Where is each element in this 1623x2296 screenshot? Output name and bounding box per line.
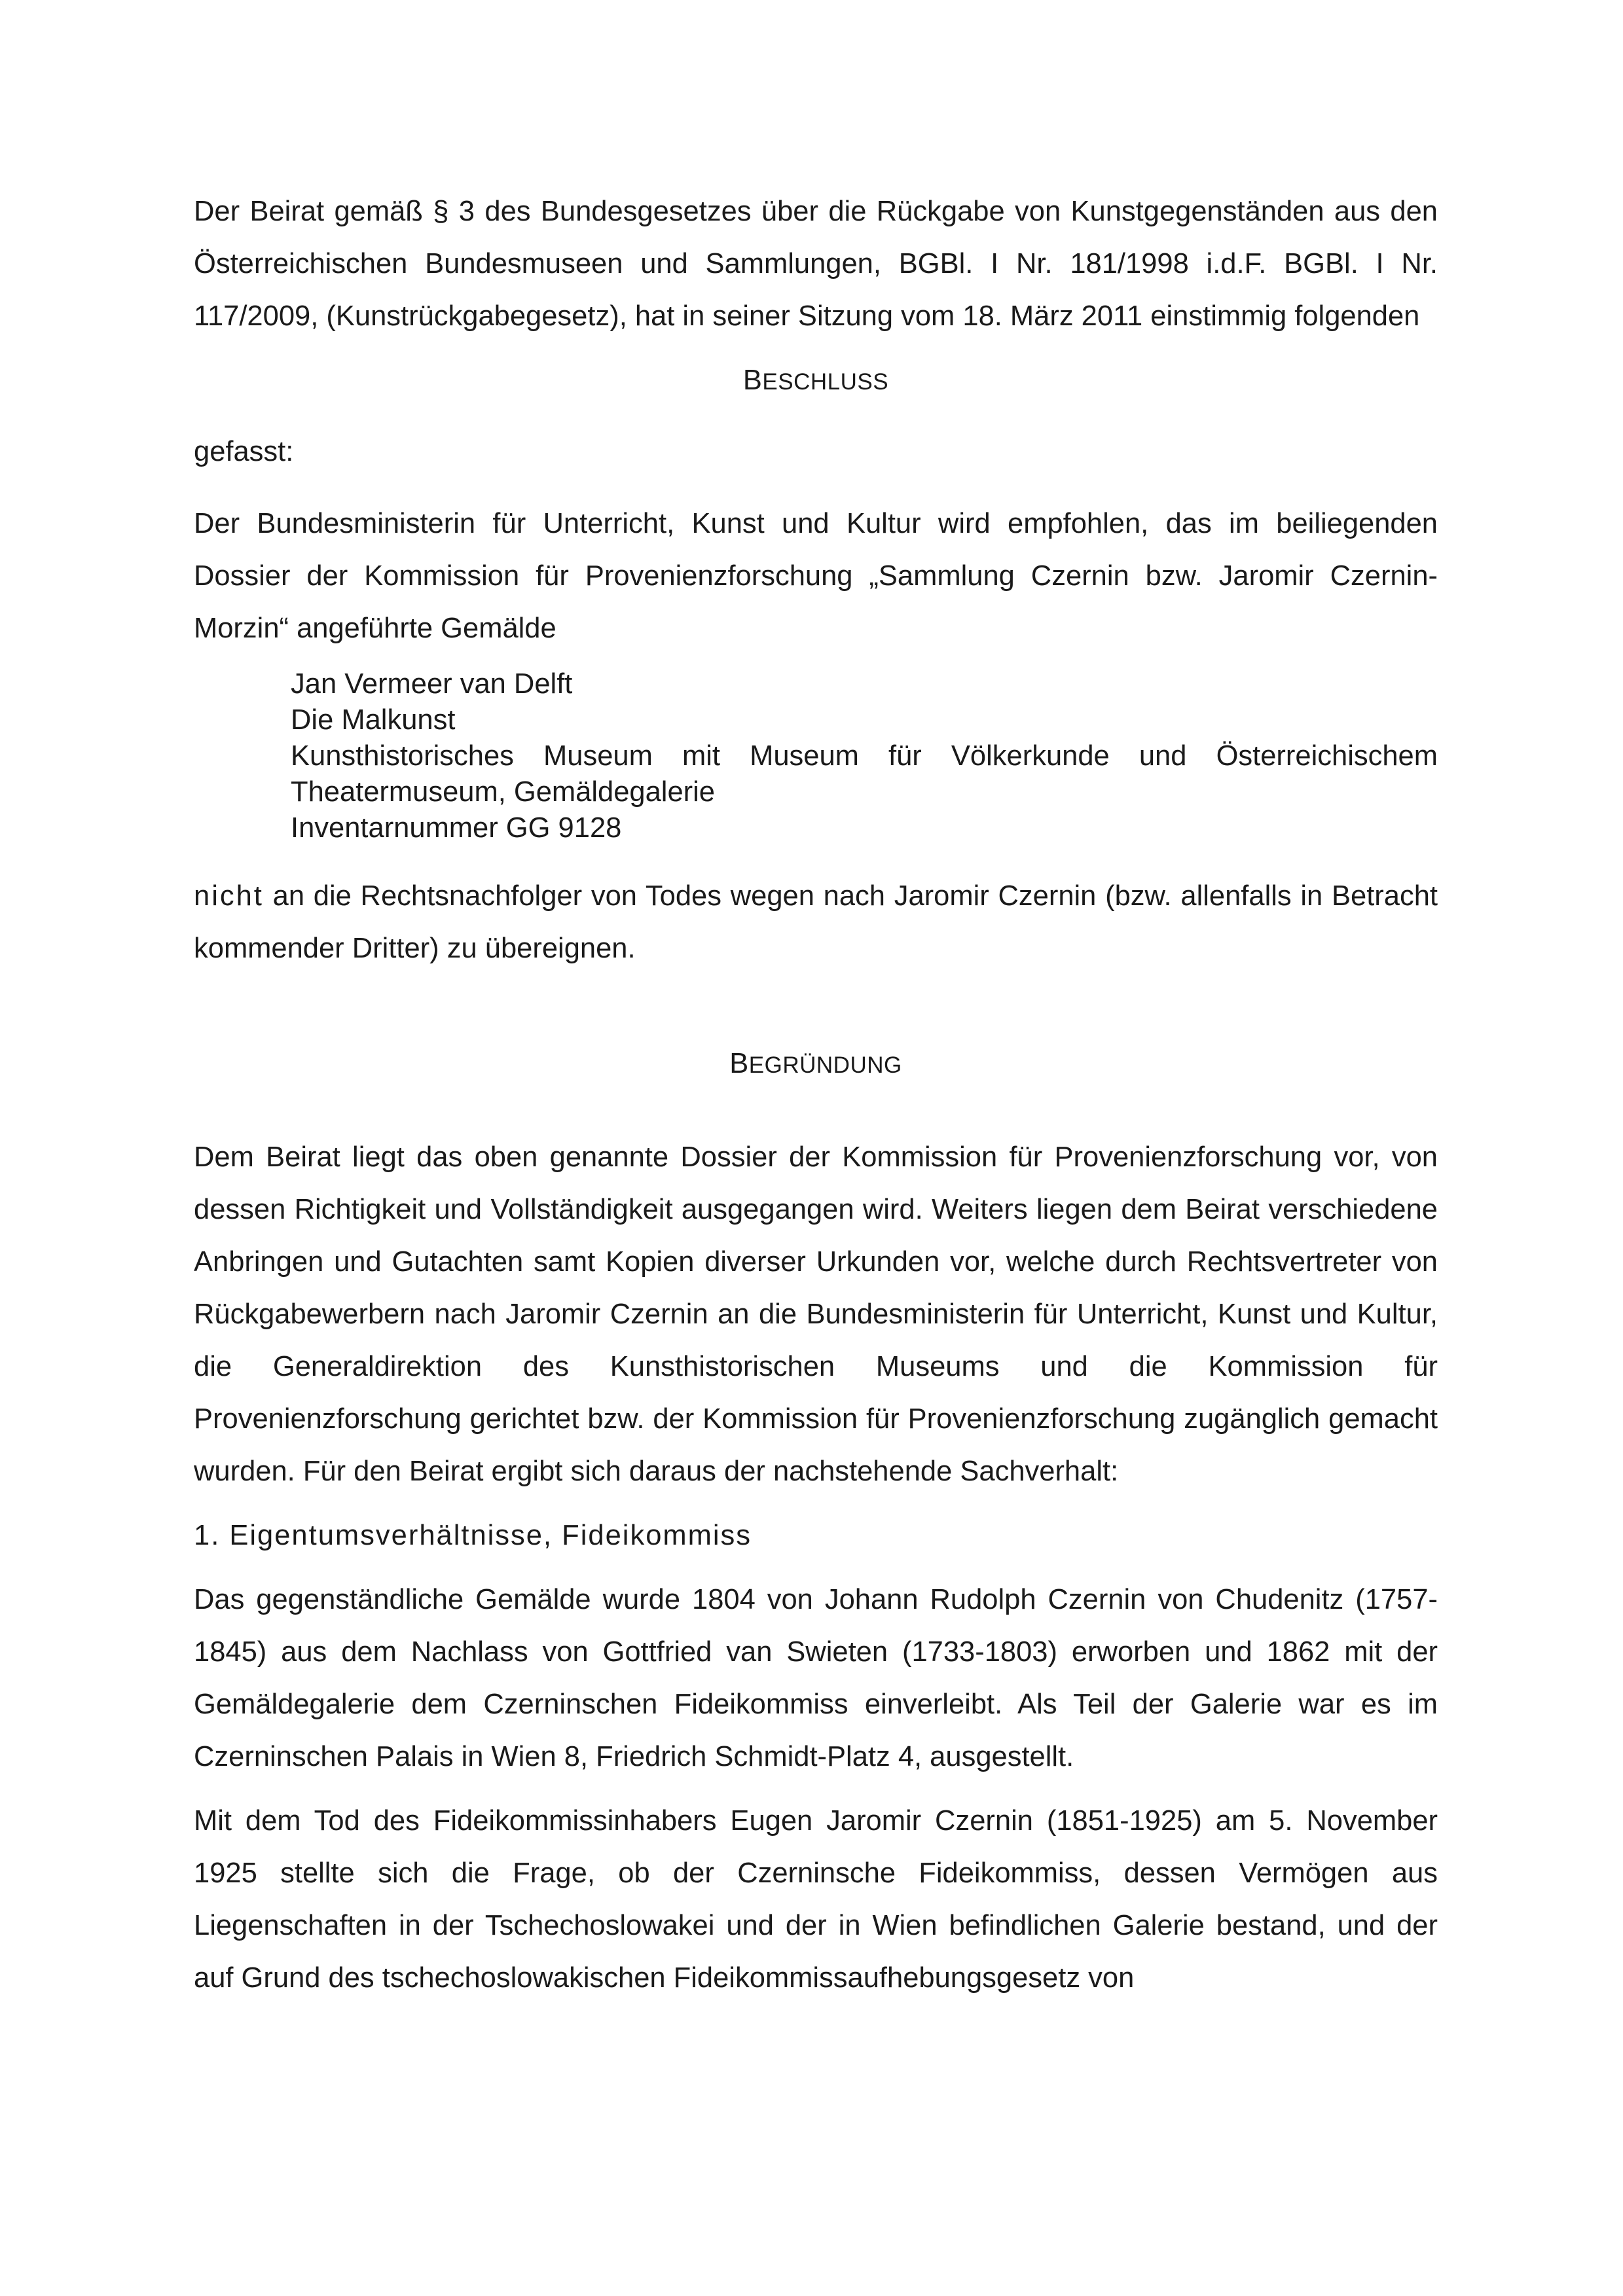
heading-begruendung-rest: EGRÜNDUNG — [748, 1052, 902, 1078]
gefasst-text: gefasst: — [194, 436, 294, 467]
nicht-emphasis: nicht — [194, 880, 264, 912]
painting-artist: Jan Vermeer van Delft — [291, 668, 573, 700]
heading-begruendung-initial: B — [729, 1048, 749, 1079]
decision-paragraph — [194, 870, 1438, 975]
painting-inventory: Inventarnummer GG 9128 — [291, 812, 622, 844]
heading-beschluss-initial: B — [742, 365, 763, 396]
heading-beschluss — [194, 354, 1438, 408]
heading-beschluss-rest: ESCHLUSS — [762, 369, 889, 395]
painting-details — [291, 666, 1438, 846]
heading-begruendung — [194, 1037, 1438, 1092]
intro-paragraph: Der Beirat gemäß § 3 des Bundesgesetzes über die Rückgabe von Kunstgegenständen aus den Österreichischen Bundesmuseen und Sammlungen, BGBl. I Nr. 181/1998 i.d.F. BGBl. I Nr. 117/2009, (Kunstrückgabegesetz), hat in seiner Sitzung vom 18. März 2011 einstimmig folgenden — [194, 196, 1438, 332]
beirat-paragraph: Dem Beirat liegt das oben genannte Dossier der Kommission für Provenienzforschung vor, von dessen Richtigkeit und Vollständigkeit ausgegangen wird. Weiters liegen dem Beirat verschiedene Anbringen und Gutachten samt Kopien diverser Urkunden vor, welche durch Rechtsvertreter von Rückgabewerbern nach Jaromir Czernin an die Bundesministerin für Unterricht, Kunst und Kultur, die Generaldirektion des Kunsthistorischen Museums und die Kommission für Provenienzforschung gerichtet bzw. der Kommission für Provenienzforschung zugänglich gemacht wurden. Für den Beirat ergibt sich daraus der nachstehende Sachverhalt: — [194, 1141, 1438, 1487]
decision-text: an die Rechtsnachfolger von Todes wegen nach Jaromir Czernin (bzw. allenfalls in Betracht kommender Dritter) zu übereignen. — [194, 880, 1438, 964]
section1-paragraph1: Das gegenständliche Gemälde wurde 1804 von Johann Rudolph Czernin von Chudenitz (1757-1845) aus dem Nachlass von Gottfried van Swieten (1733-1803) erworben und 1862 mit der Gemäldegalerie dem Czerninschen Fideikommiss einverleibt. Als Teil der Galerie war es im Czerninschen Palais in Wien 8, Friedrich Schmidt-Platz 4, ausgestellt. — [194, 1584, 1438, 1772]
painting-museum-line2: Theatermuseum, Gemäldegalerie — [291, 776, 715, 808]
section1-title: 1. Eigentumsverhältnisse, Fideikommiss — [194, 1520, 752, 1551]
section1-paragraph2: Mit dem Tod des Fideikommissinhabers Eugen Jaromir Czernin (1851-1925) am 5. November 1925 stellte sich die Frage, ob der Czerninsche Fideikommiss, dessen Vermögen aus Liegenschaften in der Tschechoslowakei und der in Wien befindlichen Galerie bestand, und der auf Grund des tschechoslowakischen Fideikommissaufhebungsgesetz von — [194, 1805, 1438, 1994]
document-body — [194, 185, 1438, 2004]
painting-title: Die Malkunst — [291, 704, 456, 736]
recommendation-paragraph: Der Bundesministerin für Unterricht, Kunst und Kultur wird empfohlen, das im beiliegenden Dossier der Kommission für Provenienzforschung „Sammlung Czernin bzw. Jaromir Czernin-Morzin“ angeführte Gemälde — [194, 508, 1438, 644]
painting-museum-line1: Kunsthistorisches Museum mit Museum für Völkerkunde und Österreichischem — [291, 740, 1438, 772]
